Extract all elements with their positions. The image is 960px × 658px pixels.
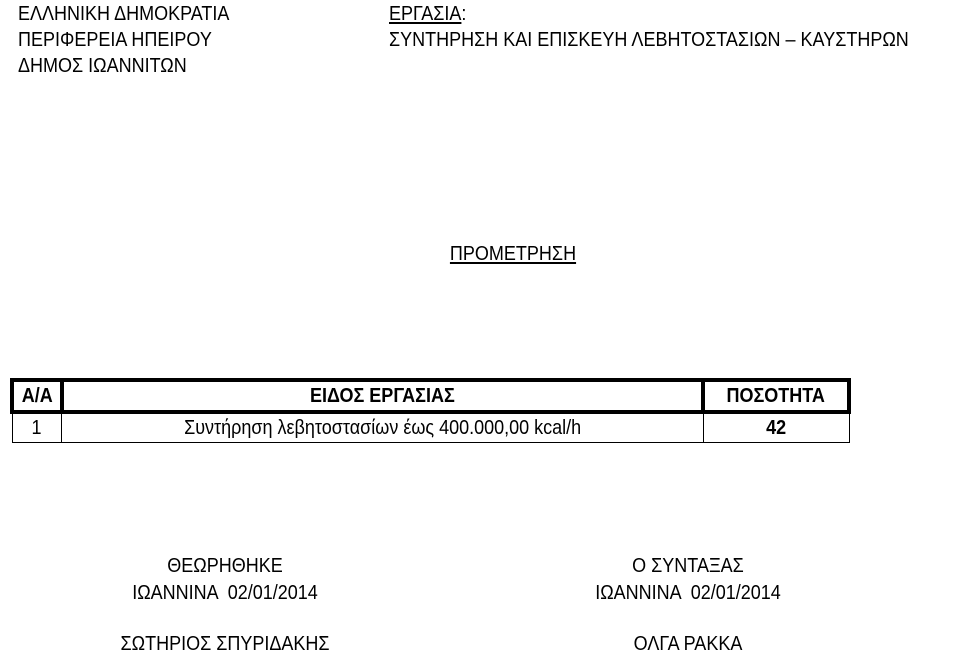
work-label: ΕΡΓΑΣΙΑ <box>389 3 462 25</box>
cell-quantity: 42 <box>703 412 849 443</box>
authority-line-2: ΠΕΡΙΦΕΡΕΙΑ ΗΠΕΙΡΟΥ <box>18 29 212 51</box>
cell-aa: 1 <box>12 412 62 443</box>
signature-left-role: ΘΕΩΡΗΘΗΚΕ <box>167 555 283 577</box>
work-colon: : <box>461 3 467 25</box>
authority-line-1: ΕΛΛΗΝΙΚΗ ΔΗΜΟΚΡΑΤΙΑ <box>18 3 230 25</box>
quantities-table <box>10 378 851 443</box>
work-title: ΣΥΝΤΗΡΗΣΗ ΚΑΙ ΕΠΙΣΚΕΥΗ ΛΕΒΗΤΟΣΤΑΣΙΩΝ – ΚΑΥΣΤΗΡΩΝ <box>389 29 909 51</box>
signature-right-role: Ο ΣΥΝΤΑΞΑΣ <box>632 555 744 577</box>
column-header-aa: Α/Α <box>12 380 62 412</box>
document-title: ΠΡΟΜΕΤΡΗΣΗ <box>449 243 577 265</box>
authority-line-3: ΔΗΜΟΣ ΙΩΑΝΝΙΤΩΝ <box>18 55 187 77</box>
signature-left-name: ΣΩΤΗΡΙΟΣ ΣΠΥΡΙΔΑΚΗΣ <box>120 633 330 655</box>
signature-right-name: ΟΛΓΑ ΡΑΚΚΑ <box>633 633 743 655</box>
table-row <box>12 412 849 443</box>
column-header-quantity: ΠΟΣΟΤΗΤΑ <box>703 380 849 412</box>
column-header-work-type: ΕΙΔΟΣ ΕΡΓΑΣΙΑΣ <box>62 380 703 412</box>
table-header-row <box>12 380 849 412</box>
work-heading <box>389 2 466 26</box>
cell-work-type: Συντήρηση λεβητοστασίων έως 400.000,00 kcal/h <box>62 412 703 443</box>
signature-right-place-date: ΙΩΑΝΝΙΝΑ 02/01/2014 <box>595 582 781 604</box>
signature-left-place-date: ΙΩΑΝΝΙΝΑ 02/01/2014 <box>132 582 318 604</box>
